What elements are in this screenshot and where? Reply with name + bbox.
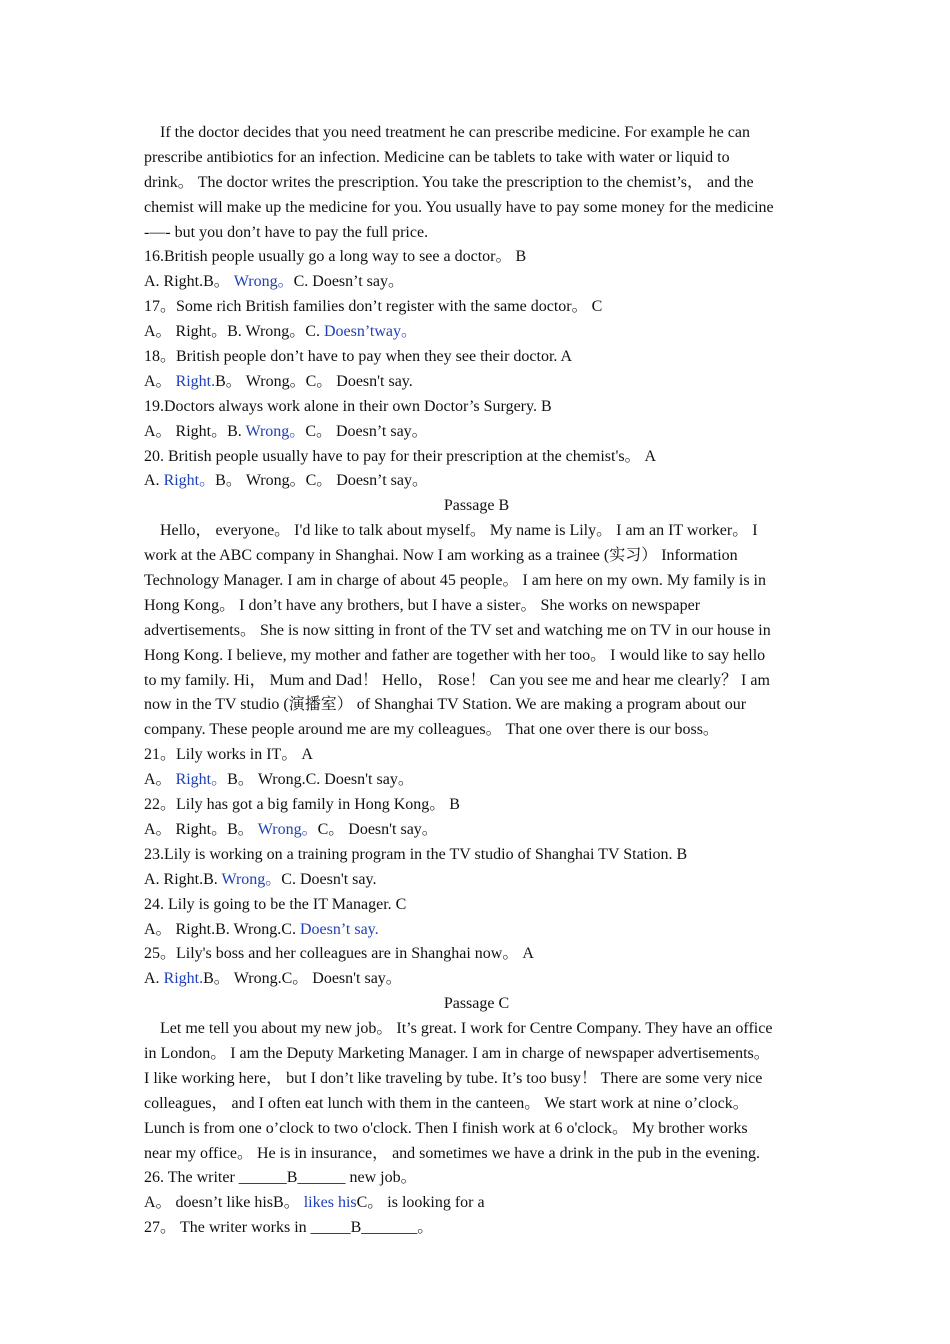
option-text: A. — [144, 970, 164, 988]
options-26 — [144, 1191, 809, 1216]
option-text: B。 Wrong.C。 Doesn't say。 — [203, 970, 402, 988]
options-20 — [144, 469, 809, 494]
options-17 — [144, 320, 809, 345]
passage-c-line: near my office。 He is in insurance， and sometimes we have a drink in the pub in the evening. — [144, 1144, 760, 1162]
passage-b-line: Hong Kong。 I don’t have any brothers, but I have a sister。 She works on newspaper — [144, 596, 701, 614]
answer-highlight: Wrong。 — [221, 870, 282, 888]
option-text: A. — [144, 472, 164, 490]
passage-c-line: colleagues， and I often eat lunch with them in the canteen。 We start work at nine o’clock。 — [144, 1094, 749, 1112]
passage-b-line: company. These people around me are my colleagues。 That one over there is our boss。 — [144, 721, 719, 739]
passage-b-title: Passage B — [443, 497, 510, 515]
answer-highlight: Doesn’t say. — [299, 920, 379, 938]
question-27: 27。 The writer works in _____B_______。 — [144, 1219, 434, 1237]
passage-b-line: now in the TV studio (演播室） of Shanghai TV Station. We are making a program about our — [144, 696, 747, 714]
options-16 — [144, 270, 809, 295]
passage-b-line: Technology Manager. I am in charge of about 45 people。 I am here on my own. My family is in — [144, 572, 766, 590]
answer-highlight: Right。 — [175, 771, 228, 789]
document-page — [144, 121, 809, 1241]
answer-highlight: Wrong。 — [257, 820, 318, 838]
passage-a-line: prescribe antibiotics for an infection. Medicine can be tablets to take with water or liquid to — [144, 148, 730, 166]
option-text: B。 Wrong。C。 Doesn't say. — [215, 372, 413, 390]
answer-highlight: Right。 — [163, 472, 216, 490]
question-20: 20. British people usually have to pay for their prescription at the chemist's。 A — [144, 447, 657, 465]
passage-c-line: in London。 I am the Deputy Marketing Manager. I am in charge of newspaper advertisements。 — [144, 1044, 770, 1062]
option-text: B。 Wrong.C. Doesn't say。 — [227, 771, 414, 789]
option-text: C。 Doesn't say。 — [317, 820, 438, 838]
option-text: A。 — [144, 771, 176, 789]
option-text: A。 Right。B. Wrong。C. — [144, 323, 324, 341]
passage-b-line: Hong Kong. I believe, my mother and father are together with her too。 I would like to say hello — [144, 646, 766, 664]
passage-a-line: If the doctor decides that you need treatment he can prescribe medicine. For example he can — [160, 124, 750, 141]
passage-a-line: drink。 The doctor writes the prescription. You take the prescription to the chemist’s， and the — [144, 173, 754, 191]
options-23 — [144, 868, 809, 893]
answer-highlight: Wrong。 — [245, 422, 306, 440]
option-text: A。 Right。B。 — [144, 820, 258, 838]
question-23: 23.Lily is working on a training program in the TV studio of Shanghai TV Station. B — [144, 845, 688, 863]
question-24: 24. Lily is going to be the IT Manager. C — [144, 895, 407, 913]
answer-highlight: Doesn’tway。 — [323, 323, 417, 341]
options-19 — [144, 420, 809, 445]
option-text: C. Doesn't say. — [281, 870, 377, 888]
question-19: 19.Doctors always work alone in their own Doctor’s Surgery. B — [144, 397, 552, 415]
passage-c-line: Lunch is from one o’clock to two o'clock. Then I finish work at 6 o'clock。 My brother works — [144, 1119, 748, 1137]
option-text: A。 — [144, 372, 176, 390]
option-text: A。 doesn’t like hisB。 — [144, 1194, 304, 1212]
passage-b-line: advertisements。 She is now sitting in front of the TV set and watching me on TV in our house in — [144, 621, 771, 639]
options-21 — [144, 768, 809, 793]
passage-c-line: Let me tell you about my new job。 It’s great. I work for Centre Company. They have an office — [160, 1020, 773, 1038]
question-17: 17。Some rich British families don’t register with the same doctor。 C — [144, 298, 603, 316]
passage-a-line: -—- but you don’t have to pay the full price. — [144, 223, 429, 241]
answer-highlight: likes his — [303, 1194, 357, 1212]
option-text: B。 Wrong。C。 Doesn’t say。 — [215, 472, 428, 490]
passage-b-line: to my family. Hi， Mum and Dad！ Hello， Rose！ Can you see me and hear me clearly？ I am — [144, 671, 770, 689]
option-text: C。 is looking for a — [356, 1194, 485, 1212]
option-text: A. Right.B。 — [144, 273, 234, 291]
passage-a-line: chemist will make up the medicine for you. You usually have to pay some money for the medicine — [144, 198, 774, 216]
answer-highlight: Wrong。 — [233, 273, 294, 291]
option-text: A。 Right.B. Wrong.C. — [144, 920, 300, 938]
question-26: 26. The writer ______B______ new job。 — [144, 1169, 417, 1187]
passage-b-line: Hello， everyone。 I'd like to talk about myself。 My name is Lily。 I am an IT worker。 I — [160, 522, 758, 540]
passage-c-title: Passage C — [443, 995, 510, 1013]
options-22 — [144, 818, 809, 843]
answer-highlight: Right. — [175, 372, 216, 390]
answer-highlight: Right. — [163, 970, 204, 988]
option-text: C. Doesn’t say。 — [293, 273, 404, 291]
options-18 — [144, 370, 809, 395]
options-24 — [144, 918, 809, 943]
options-25 — [144, 967, 809, 992]
question-25: 25。Lily's boss and her colleagues are in Shanghai now。 A — [144, 945, 534, 963]
option-text: A. Right.B. — [144, 870, 222, 888]
question-16: 16.British people usually go a long way to see a doctor。 B — [144, 248, 527, 266]
question-22: 22。Lily has got a big family in Hong Kong。 B — [144, 796, 460, 814]
passage-c-line: I like working here， but I don’t like traveling by tube. It’s too busy！ There are some very nice — [144, 1069, 763, 1087]
question-18: 18。British people don’t have to pay when they see their doctor. A — [144, 348, 573, 366]
option-text: A。 Right。B. — [144, 422, 246, 440]
question-21: 21。Lily works in IT。 A — [144, 746, 313, 764]
option-text: C。 Doesn’t say。 — [305, 422, 428, 440]
passage-b-line: work at the ABC company in Shanghai. Now I am working as a trainee (实习） Information — [144, 547, 738, 565]
